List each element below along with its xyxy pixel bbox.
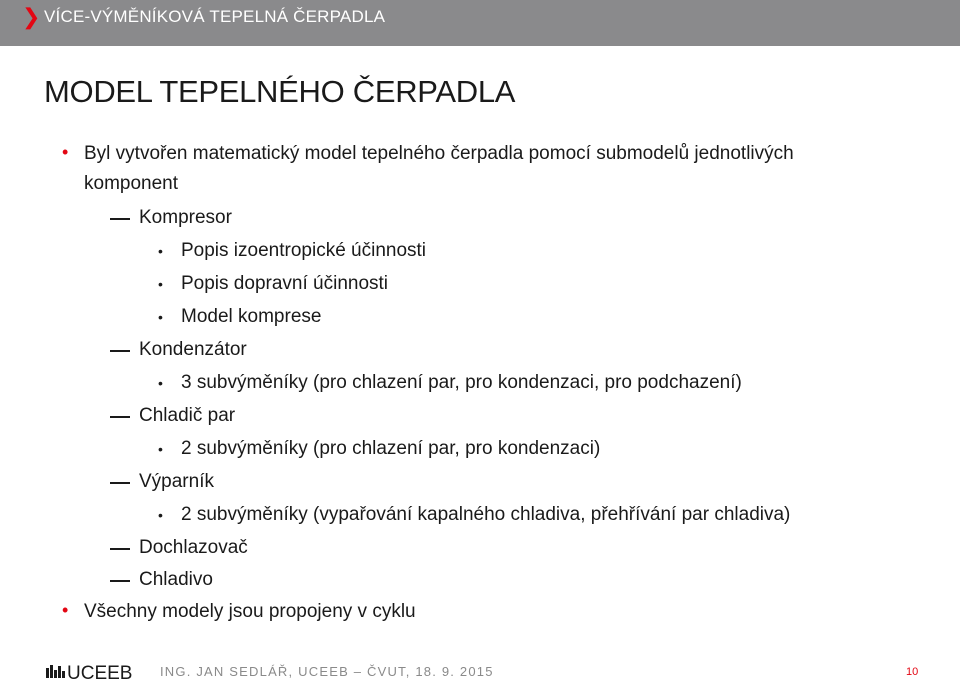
sub-item-kompresor: Kompresor	[139, 207, 232, 228]
dash-icon	[110, 482, 130, 484]
bullet-icon: •	[62, 142, 69, 162]
bullet-icon: •	[158, 441, 163, 457]
page-number: 10	[906, 666, 919, 678]
sub-sub-item: Model komprese	[181, 306, 322, 327]
header-bar	[0, 0, 960, 46]
bullet-text: Všechny modely jsou propojeny v cyklu	[84, 601, 416, 622]
dash-icon	[110, 218, 130, 220]
bullet-icon: •	[158, 276, 163, 292]
sub-item-dochlazovac: Dochlazovač	[139, 537, 248, 558]
sub-sub-item: 2 subvýměníky (pro chlazení par, pro kondenzaci)	[181, 438, 601, 459]
sub-sub-item: Popis dopravní účinnosti	[181, 273, 389, 294]
dash-icon	[110, 580, 130, 582]
chevron-icon: ❯	[22, 5, 41, 30]
sub-sub-item: 2 subvýměníky (vypařování kapalného chladiva, přehřívání par chladiva)	[181, 504, 791, 525]
dash-icon	[110, 416, 130, 418]
bullet-icon: •	[158, 243, 163, 259]
sub-sub-item: 3 subvýměníky (pro chlazení par, pro kondenzaci, pro podchazení)	[181, 372, 742, 393]
dash-icon	[110, 350, 130, 352]
header-title: VÍCE-VÝMĚNÍKOVÁ TEPELNÁ ČERPADLA	[44, 7, 386, 26]
bullet-icon: •	[158, 375, 163, 391]
sub-item-kondenzator: Kondenzátor	[139, 339, 247, 360]
sub-item-vyparnik: Výparník	[139, 471, 214, 492]
bullet-icon: •	[62, 600, 69, 620]
sub-item-chladivo: Chladivo	[139, 569, 213, 590]
bullet-icon: •	[158, 507, 163, 523]
logo-text: UCEEB	[67, 663, 133, 684]
sub-sub-item: Popis izoentropické účinnosti	[181, 240, 427, 261]
bullet-icon: •	[158, 309, 163, 325]
bullet-text-continuation: komponent	[84, 173, 179, 194]
uceeb-logo	[44, 659, 148, 685]
slide-heading: MODEL TEPELNÉHO ČERPADLA	[44, 74, 516, 109]
dash-icon	[110, 548, 130, 550]
sub-item-chladic: Chladič par	[139, 405, 236, 426]
bullet-text: Byl vytvořen matematický model tepelného čerpadla pomocí submodelů jednotlivých	[84, 143, 794, 164]
footer-text: ING. JAN SEDLÁŘ, UCEEB – ČVUT, 18. 9. 2015	[160, 664, 494, 679]
